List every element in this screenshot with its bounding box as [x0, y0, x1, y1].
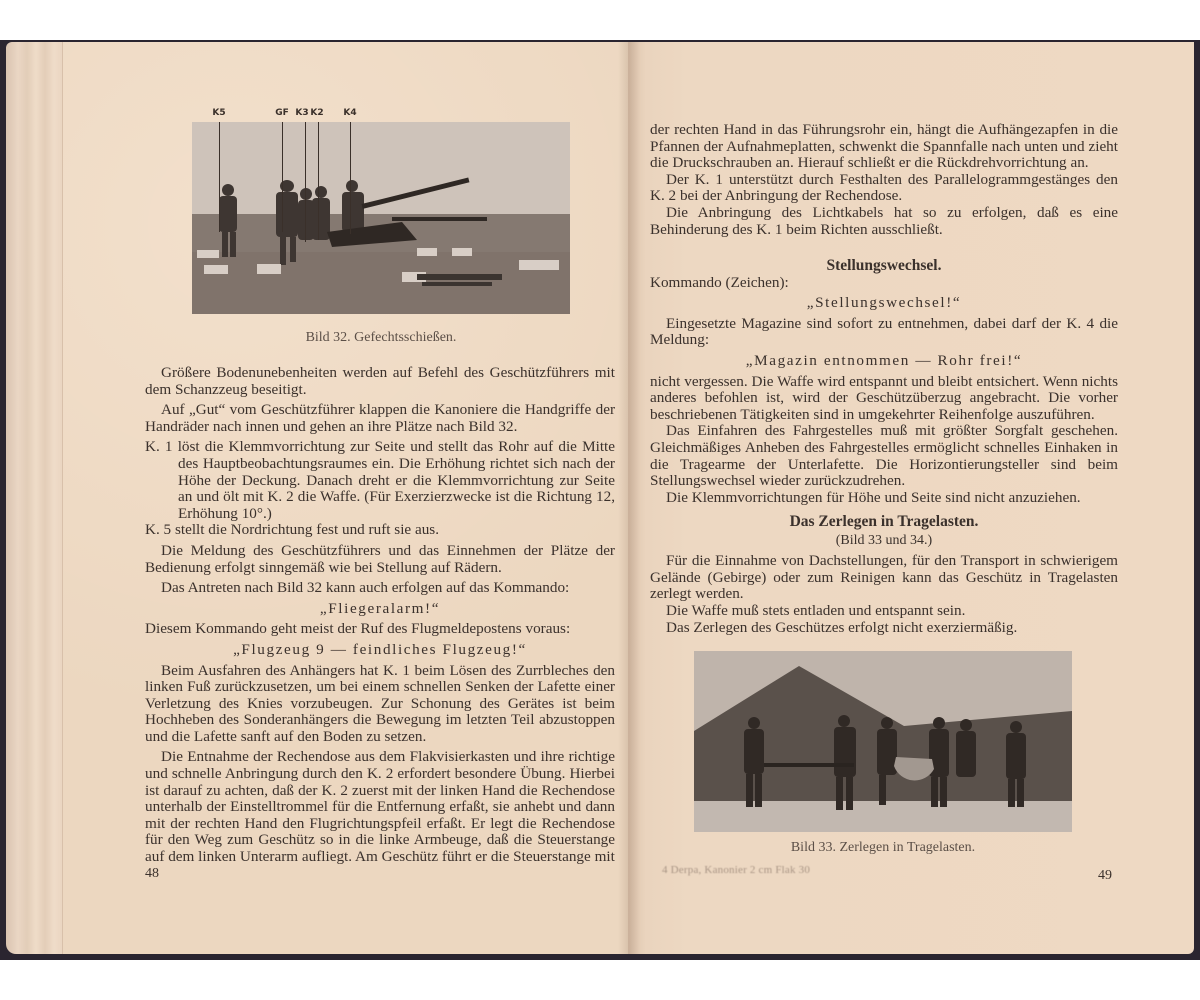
paragraph: nicht vergessen. Die Waffe wird entspannt und bleibt entsichert. Wenn nichts anderes befohlen ist, wird der Geschützüberzug angebracht. Die vorher beschriebenen Tätigkeiten sind in umgekehrter Reihenfolge auszuführen.	[650, 372, 1118, 423]
printer-signature: 4 Derpa, Kanonier 2 cm Flak 30	[662, 864, 811, 876]
paragraph: K. 1 löst die Klemmvorrichtung zur Seite und stellt das Rohr auf die Mitte des Hauptbeobachtungsraumes ein. Die Erhöhung richtet sich nach der Höhe der Deckung. Danach dreht er die Klemmvorrichtung zur Seite an und ölt mit K. 2 die Waffe. (Für Exerzierzwecke ist die Richtung 12, Erhöhung 10°.)	[145, 438, 615, 522]
paragraph: der rechten Hand in das Führungsrohr ein, hängt die Aufhängezapfen in die Pfannen der Aufnahmeplatten, schwenkt die Spannfalle nach unten und zieht die Druckschrauben an. Hierauf schließt er die Rückdrehvorrichtung an.	[650, 121, 1118, 172]
paragraph: Die Meldung des Geschützführers und das Einnehmen der Plätze der Bedienung erfolgt sinngemäß wie bei Stellung auf Rädern.	[145, 541, 615, 576]
figure-label: K2	[310, 108, 324, 118]
section-heading: Stellungswechsel.	[826, 257, 942, 274]
section-zerlegen	[650, 514, 1118, 636]
paragraph: Der K. 1 unterstützt durch Festhalten des Parallelogrammgestänges den K. 2 bei der Anbringung der Rechendose.	[650, 170, 1118, 205]
right-page-body-top	[650, 122, 1118, 238]
paragraph: Auf „Gut“ vom Geschützführer klappen die Kanoniere die Handgriffe der Handräder nach innen und gehen an ihre Plätze nach Bild 32.	[145, 401, 615, 435]
label-pointer-line	[282, 122, 283, 232]
paragraph: Größere Bodenunebenheiten werden auf Befehl des Geschützführers mit dem Schanzzeug beseitigt.	[145, 364, 615, 398]
paragraph: Das Einfahren des Fahrgestelles muß mit größter Sorgfalt geschehen. Gleichmäßiges Anheben des Fahrgestelles ermöglicht schnelles Einhaken in die Tragearme der Unterlafette. Die Horizontierungsteller sind beim Stellungswechsel wieder zurückzudrehen.	[650, 422, 1118, 490]
label-pointer-line	[350, 122, 351, 234]
figure-label: K5	[212, 108, 226, 118]
label-pointer-line	[318, 122, 319, 240]
section-heading: Das Zerlegen in Tragelasten.	[789, 513, 979, 530]
figure-label: K4	[343, 108, 357, 118]
command-quote: „Stellungswechsel!“	[806, 294, 962, 312]
paragraph: Beim Ausfahren des Anhängers hat K. 1 beim Lösen des Zurrbleches den linken Fuß zurückzusetzen, um bei einem schnellen Senken der Lafette einer Verletzung des Knies vorzubeugen. Zur Schonung des Gerätes ist beim Hochheben des Sonderanhängers die Bewegung im letzten Teil abzustoppen und die Lafette sanft auf den Boden zu setzen.	[145, 661, 615, 745]
figure-32-photo	[192, 122, 570, 314]
figure-32-caption: Bild 32. Gefechtsschießen.	[305, 330, 457, 345]
paragraph: Das Zerlegen des Geschützes erfolgt nicht exerziermäßig.	[666, 618, 1018, 636]
section-stellungswechsel	[650, 258, 1118, 506]
label-pointer-line	[305, 122, 306, 242]
figure-33-caption: Bild 33. Zerlegen in Tragelasten.	[790, 840, 976, 855]
command-quote: „Flugzeug 9 — feindliches Flugzeug!“	[233, 640, 527, 658]
book-gutter	[618, 42, 640, 954]
figure-33-photo	[694, 651, 1072, 832]
section-subheading: (Bild 33 und 34.)	[835, 532, 933, 548]
paragraph: Diesem Kommando geht meist der Ruf des Flugmeldepostens voraus:	[145, 620, 571, 638]
paragraph: Die Entnahme der Rechendose aus dem Flakvisierkasten und ihre richtige und schnelle Anbringung durch den K. 2 erfordert besondere Übung. Hierbei ist darauf zu achten, daß der K. 2 zuerst mit der linken Hand die Rechendose unterhalb der Einstelltrommel für die Entfernung erfaßt, sie anhebt und dann mit der rechten Hand den Flugrichtungspfeil erfaßt. Er legt die Rechendose für den Weg zum Geschütz so in die linke Armbeuge, daß die Steuerstange auf dem linken Unterarm aufliegt. Am Geschütz führt er die Steuerstange mit	[145, 748, 615, 866]
page-number-left: 48	[145, 866, 159, 881]
paragraph: Kommando (Zeichen):	[650, 273, 789, 291]
paragraph: Eingesetzte Magazine sind sofort zu entnehmen, dabei darf der K. 4 die Meldung:	[650, 314, 1118, 349]
command-quote: „Magazin entnommen — Rohr frei!“	[745, 351, 1023, 369]
paragraph: Die Anbringung des Lichtkabels hat so zu erfolgen, daß es eine Behinderung des K. 1 beim Richten ausschließt.	[650, 203, 1118, 238]
left-page-body	[145, 365, 615, 866]
paragraph: K. 5 stellt die Nordrichtung fest und ruft sie aus.	[145, 521, 439, 539]
command-quote: „Fliegeralarm!“	[319, 599, 441, 617]
paragraph: Das Antreten nach Bild 32 kann auch erfolgen auf das Kommando:	[161, 579, 570, 597]
label-pointer-line	[219, 122, 220, 232]
page-number-right: 49	[1098, 868, 1112, 883]
paragraph: Die Klemmvorrichtungen für Höhe und Seite sind nicht anzuziehen.	[666, 488, 1081, 506]
figure-32-labels	[192, 108, 570, 122]
soldiers-carrying-loads-photo-illustration	[694, 651, 1072, 832]
paragraph: Für die Einnahme von Dachstellungen, für den Transport in schwierigem Gelände (Gebirge) oder zum Reinigen kann das Geschütz in Tragelasten zerlegt werden.	[650, 552, 1118, 603]
figure-label: K3	[295, 108, 309, 118]
gun-crew-photo-illustration	[192, 122, 570, 314]
page-edges	[6, 42, 66, 954]
figure-label: GF	[275, 108, 289, 118]
paragraph: Die Waffe muß stets entladen und entspannt sein.	[666, 601, 966, 619]
